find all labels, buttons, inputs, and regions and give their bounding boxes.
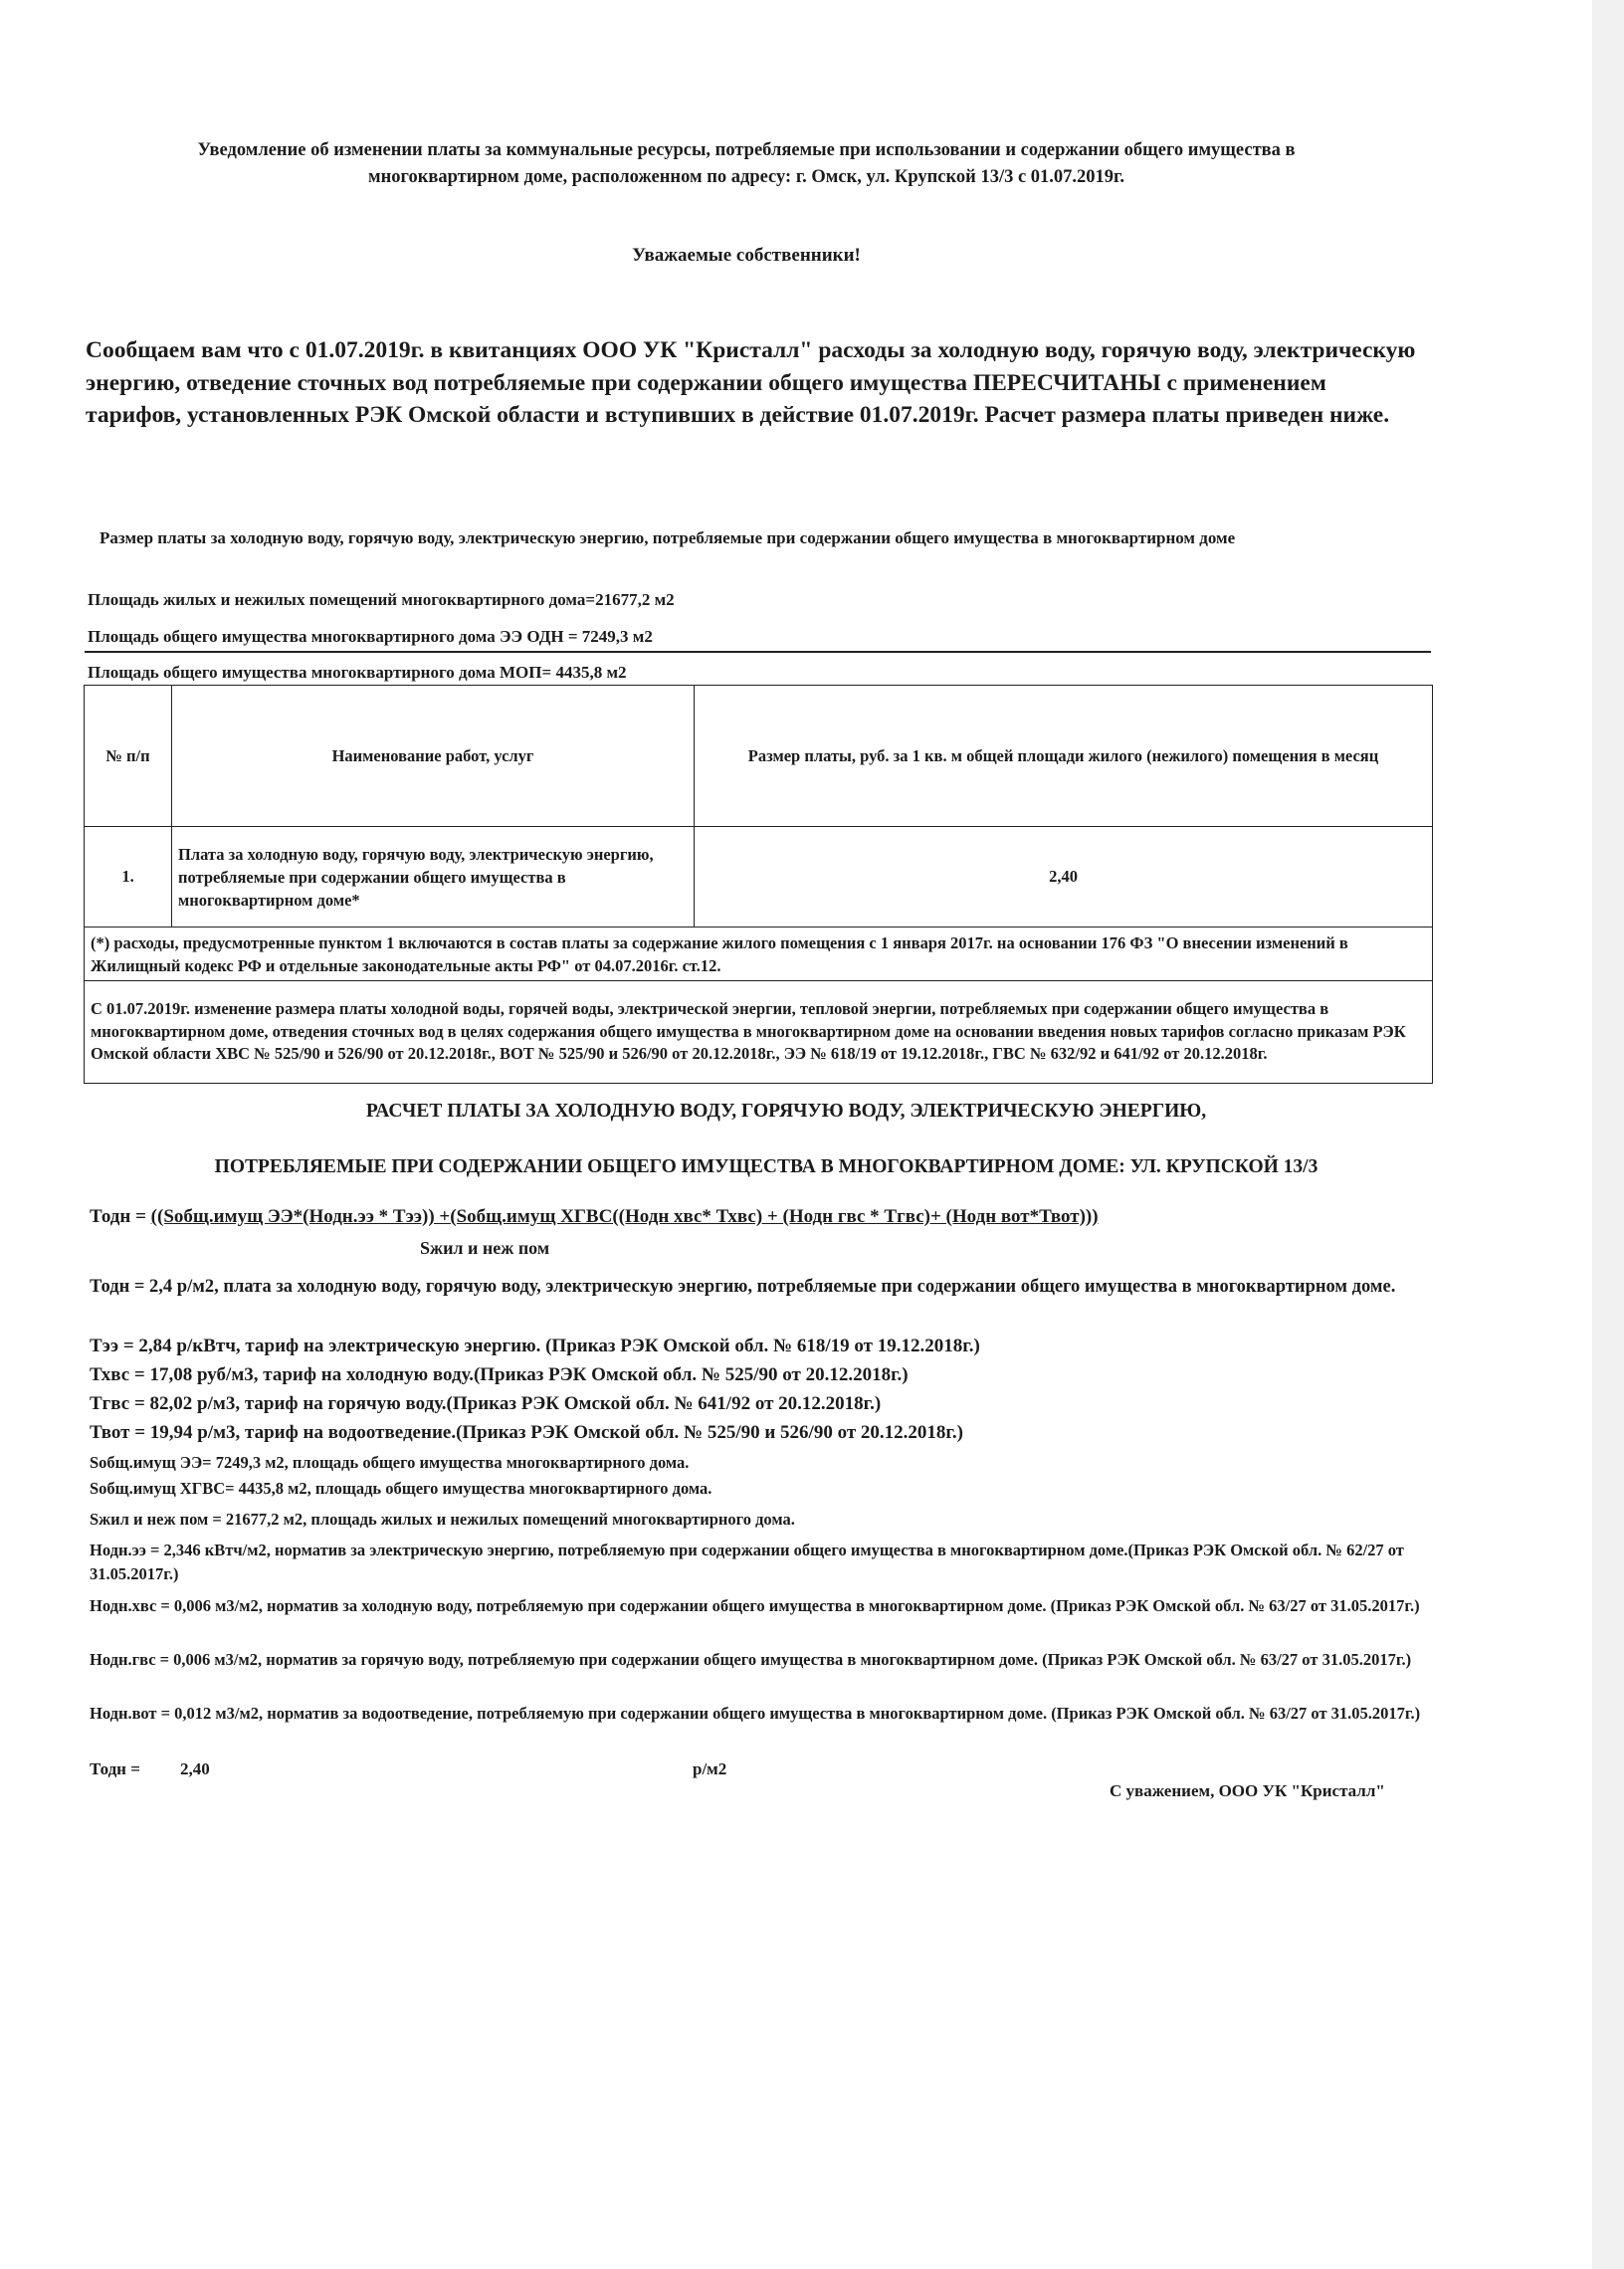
formula-denominator: Sжил и неж пом bbox=[420, 1238, 550, 1258]
footnote-row bbox=[85, 928, 1433, 981]
notice-title-line1: Уведомление об изменении платы за коммунальные ресурсы, потребляемые при использовании и содержании общего имущества в bbox=[197, 140, 1296, 160]
greeting: Уважаемые собственники! bbox=[632, 245, 861, 266]
row-fee-value: 2,40 bbox=[695, 827, 1433, 928]
divider-line bbox=[85, 651, 1431, 653]
tariff-hot-water: Тгвс = 82,02 р/м3, тариф на горячую воду.(Приказ РЭК Омской обл. № 641/92 от 20.12.2018г.) bbox=[90, 1393, 882, 1414]
notice-title bbox=[80, 137, 1413, 191]
signature: С уважением, ООО УК "Кристалл" bbox=[1110, 1781, 1385, 1800]
calculation-title-line2: ПОТРЕБЛЯЕМЫЕ ПРИ СОДЕРЖАНИИ ОБЩЕГО ИМУЩЕСТВА В МНОГОКВАРТИРНОМ ДОМЕ: УЛ. КРУПСКОЙ 13/3 bbox=[214, 1156, 1319, 1177]
total-label: Тодн = bbox=[90, 1759, 140, 1778]
formula-lhs: Тодн = bbox=[90, 1206, 151, 1227]
table-caption: Размер платы за холодную воду, горячую воду, электрическую энергию, потребляемые при содержании общего имущества в многоквартирном доме bbox=[100, 528, 1236, 547]
formula bbox=[90, 1206, 1099, 1228]
formula-numerator: ((Sобщ.имущ ЭЭ*(Нодн.ээ * Тээ)) +(Sобщ.имущ ХГВС((Нодн хвс* Тхвс) + (Нодн гвс * Тгвс)+ (Нодн вот*Твот))) bbox=[150, 1206, 1099, 1227]
area-common-hgvs: Sобщ.имущ ХГВС= 4435,8 м2, площадь общего имущества многоквартирного дома. bbox=[90, 1479, 712, 1498]
tariff-wastewater: Твот = 19,94 р/м3, тариф на водоотведение.(Приказ РЭК Омской обл. № 525/90 и 526/90 от 20.12.2018г.) bbox=[90, 1422, 963, 1443]
recalculation-message: Сообщаем вам что с 01.07.2019г. в квитанциях ООО УК "Кристалл" расходы за холодную воду, горячую воду, электрическую энергию, отведение сточных вод потребляемые при содержании общего имущества ПЕРЕСЧИТАНЫ с применением тарифов, установленных РЭК Омской области и вступивших в действие 01.07.2019г. Расчет размера платы приведен ниже. bbox=[86, 337, 1416, 428]
change-note-row bbox=[85, 981, 1433, 1084]
area-living: Sжил и неж пом = 21677,2 м2, площадь жилых и нежилых помещений многоквартирного дома. bbox=[90, 1510, 795, 1529]
living-area-line: Площадь жилых и нежилых помещений многоквартирного дома=21677,2 м2 bbox=[88, 590, 675, 609]
row-service-name: Плата за холодную воду, горячую воду, электрическую энергию, потребляемые при содержании общего имущества в многоквартирном доме* bbox=[172, 827, 695, 928]
fee-table bbox=[84, 685, 1433, 1084]
row-number: 1. bbox=[85, 827, 172, 928]
total-value: 2,40 bbox=[180, 1759, 210, 1778]
header-service-name: Наименование работ, услуг bbox=[172, 686, 695, 827]
header-fee: Размер платы, руб. за 1 кв. м общей площади жилого (нежилого) помещения в месяц bbox=[695, 686, 1433, 827]
norm-cold-water: Нодн.хвс = 0,006 м3/м2, норматив за холодную воду, потребляемую при содержании общего имущества в многоквартирном доме. (Приказ РЭК Омской обл. № 63/27 от 31.05.2017г.) bbox=[90, 1596, 1420, 1615]
table-change-note: С 01.07.2019г. изменение размера платы холодной воды, горячей воды, электрической энергии, тепловой энергии, потребляемых при содержании общего имущества в многоквартирном доме, отведения сточных вод в целях содержания общего имущества в многоквартирном доме на основании введения новых тарифов согласно приказам РЭК Омской области ХВС № 525/90 и 526/90 от 20.12.2018г., ВОТ № 525/90 и 526/90 от 20.12.2018г., ЭЭ № 618/19 от 19.12.2018г., ГВС № 632/92 и 641/92 от 20.12.2018г. bbox=[85, 981, 1433, 1084]
header-number: № п/п bbox=[85, 686, 172, 827]
notice-title-line2: многоквартирном доме, расположенном по адресу: г. Омск, ул. Крупской 13/3 с 01.07.2019г. bbox=[368, 167, 1124, 187]
norm-wastewater: Нодн.вот = 0,012 м3/м2, норматив за водоотведение, потребляемую при содержании общего имущества в многоквартирном доме. (Приказ РЭК Омской обл. № 63/27 от 31.05.2017г.) bbox=[90, 1704, 1421, 1723]
table-footnote: (*) расходы, предусмотренные пунктом 1 включаются в состав платы за содержание жилого помещения с 1 января 2017г. на основании 176 ФЗ "О внесении изменений в Жилищный кодекс РФ и отдельные законодательные акты РФ" от 04.07.2016г. ст.12. bbox=[85, 928, 1433, 981]
result-description: Тодн = 2,4 р/м2, плата за холодную воду, горячую воду, электрическую энергию, потребляемые при содержании общего имущества в многоквартирном доме. bbox=[90, 1277, 1396, 1297]
table-row bbox=[85, 827, 1433, 928]
common-area-ee-line: Площадь общего имущества многоквартирного дома ЭЭ ОДН = 7249,3 м2 bbox=[88, 627, 653, 646]
area-common-ee: Sобщ.имущ ЭЭ= 7249,3 м2, площадь общего имущества многоквартирного дома. bbox=[90, 1453, 690, 1472]
common-area-mop-line: Площадь общего имущества многоквартирного дома МОП= 4435,8 м2 bbox=[88, 663, 627, 682]
norm-hot-water: Нодн.гвс = 0,006 м3/м2, норматив за горячую воду, потребляемую при содержании общего имущества в многоквартирном доме. (Приказ РЭК Омской обл. № 63/27 от 31.05.2017г.) bbox=[90, 1650, 1412, 1669]
calculation-title-line1: РАСЧЕТ ПЛАТЫ ЗА ХОЛОДНУЮ ВОДУ, ГОРЯЧУЮ ВОДУ, ЭЛЕКТРИЧЕСКУЮ ЭНЕРГИЮ, bbox=[365, 1101, 1207, 1122]
total-unit: р/м2 bbox=[693, 1759, 727, 1778]
tariff-ee: Тээ = 2,84 р/кВтч, тариф на электрическую энергию. (Приказ РЭК Омской обл. № 618/19 от 19.12.2018г.) bbox=[90, 1336, 980, 1356]
tariff-cold-water: Тхвс = 17,08 руб/м3, тариф на холодную воду.(Приказ РЭК Омской обл. № 525/90 от 20.12.2018г.) bbox=[90, 1364, 909, 1385]
table-header-row bbox=[85, 686, 1433, 827]
scan-page-edge bbox=[1592, 0, 1624, 2269]
norm-ee: Нодн.ээ = 2,346 кВтч/м2, норматив за электрическую энергию, потребляемую при содержании общего имущества в многоквартирном доме.(Приказ РЭК Омской обл. № 62/27 от 31.05.2017г.) bbox=[90, 1541, 1404, 1583]
